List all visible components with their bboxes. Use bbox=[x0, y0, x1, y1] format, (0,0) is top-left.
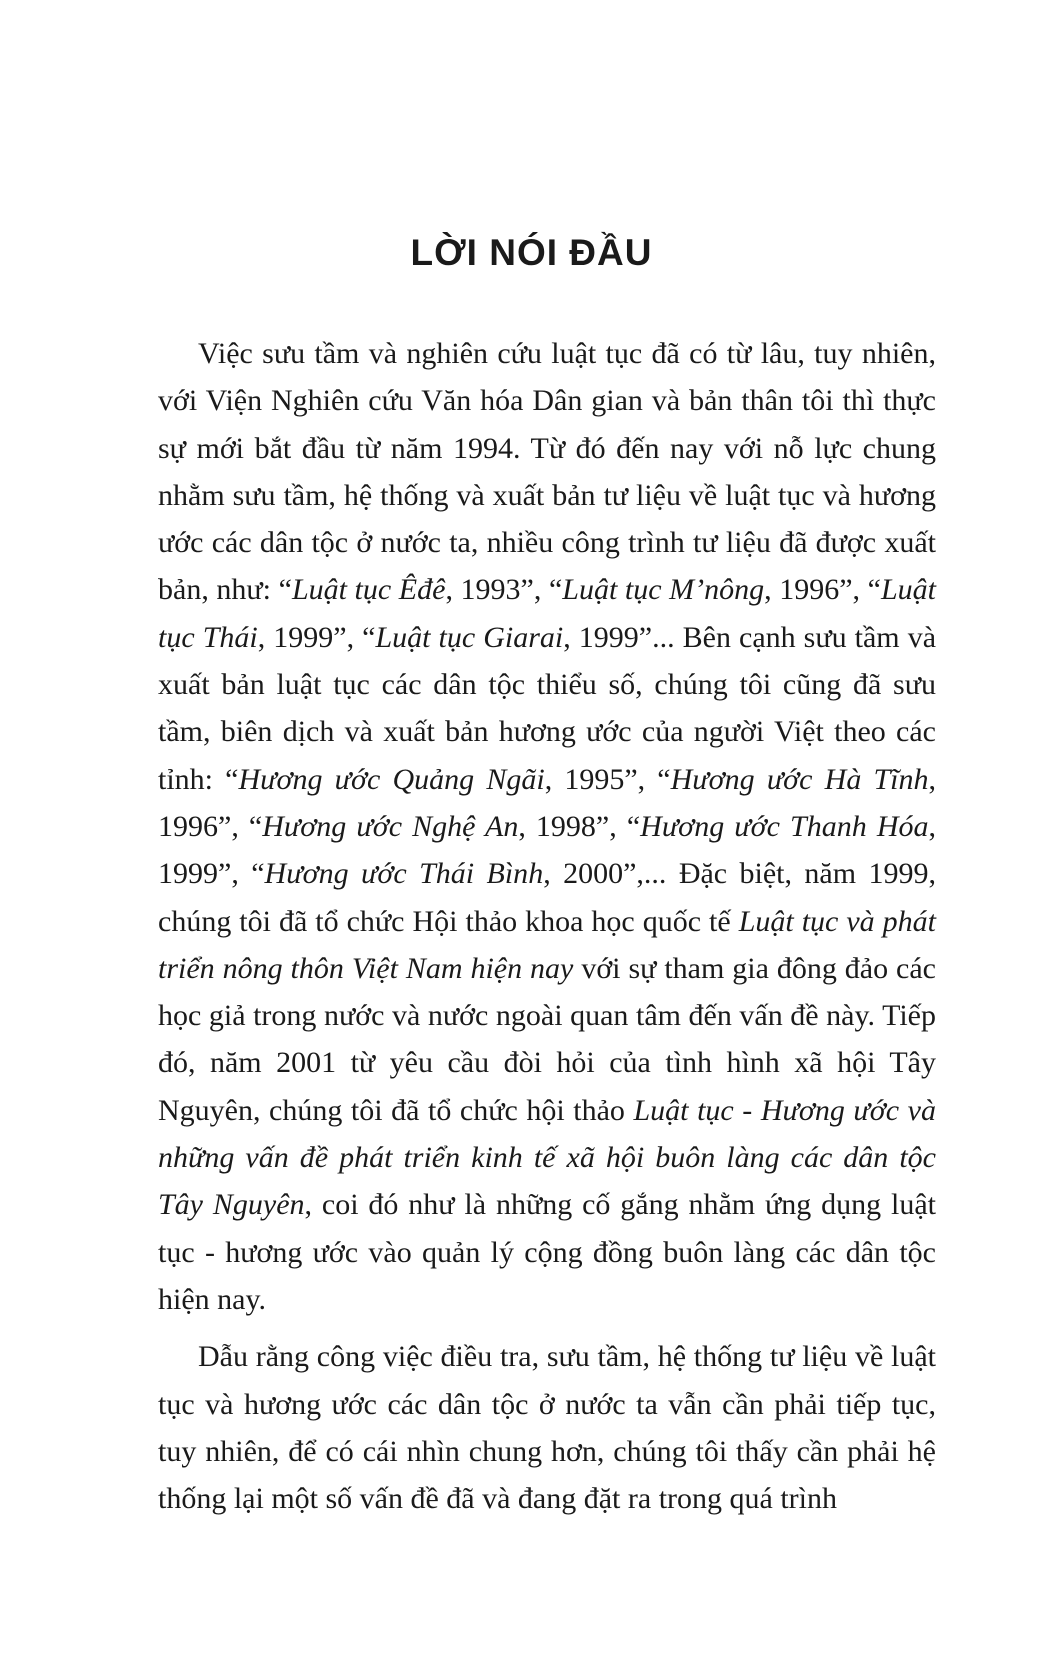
text-segment: Việc sưu tầm và nghiên cứu luật tục đã có từ lâu, tuy nhiên, với Viện Nghiên cứu Văn hóa Dân gian và bản thân tôi thì thực sự mới bắt đầu từ năm 1994. Từ đó đến nay với nỗ lực chung nhằm sưu tầm, hệ thống và xuất bản tư liệu về luật tục và hương ước các dân tộc ở nước ta, nhiều công trình tư liệu đã được xuất bản, như: “ bbox=[158, 337, 936, 607]
italic-segment: Hương ước Thái Bình bbox=[264, 857, 544, 891]
italic-segment: Hương ước Quảng Ngãi bbox=[238, 762, 545, 796]
body-text bbox=[158, 330, 936, 1522]
italic-segment: Luật tục Thái bbox=[158, 573, 936, 654]
text-segment: , 1998”, “ bbox=[518, 809, 641, 843]
italic-segment: Luật tục Giarai bbox=[375, 620, 564, 654]
text-segment: , 1996”, “ bbox=[158, 762, 936, 843]
text-segment: , 1993”, “ bbox=[445, 573, 563, 607]
italic-segment: Hương ước Nghệ An bbox=[262, 809, 519, 843]
text-segment: Dẫu rằng công việc điều tra, sưu tầm, hệ thống tư liệu về luật tục và hương ước các dân tộc ở nước ta vẫn cần phải tiếp tục, tuy nhiên, để có cái nhìn chung hơn, chúng tôi thấy cần phải hệ thống lại một số vấn đề đã và đang đặt ra trong quá trình bbox=[158, 1340, 936, 1516]
text-segment: , 1999”, “ bbox=[257, 620, 376, 654]
text-segment: , 1995”, “ bbox=[544, 762, 671, 796]
italic-segment: Luật tục và phát triển nông thôn Việt Nam hiện nay bbox=[158, 904, 936, 985]
chapter-title: LỜI NÓI ĐẦU bbox=[410, 232, 653, 273]
paragraph-2 bbox=[158, 1333, 936, 1522]
italic-segment: Hương ước Hà Tĩnh bbox=[670, 762, 929, 796]
italic-segment: Luật tục - Hương ước và những vấn đề phát triển kinh tế xã hội buôn làng các dân tộc Tây Nguyên bbox=[158, 1093, 936, 1222]
text-segment: , 1999”, “ bbox=[158, 809, 936, 891]
italic-segment: Luật tục Êđê bbox=[291, 573, 446, 607]
paragraph-1 bbox=[158, 330, 936, 1323]
italic-segment: Luật tục M’nông bbox=[562, 573, 765, 607]
text-segment: , coi đó như là những cố gắng nhằm ứng dụng luật tục - hương ước vào quản lý cộng đồng buôn làng các dân tộc hiện nay. bbox=[158, 1188, 936, 1316]
text-segment: , 2000”,... Đặc biệt, năm 1999, chúng tôi đã tổ chức Hội thảo khoa học quốc tế bbox=[158, 857, 936, 938]
italic-segment: Hương ước Thanh Hóa bbox=[640, 809, 929, 843]
text-segment: với sự tham gia đông đảo các học giả trong nước và nước ngoài quan tâm đến vấn đề này. Tiếp đó, năm 2001 từ yêu cầu đòi hỏi của tình hình xã hội Tây Nguyên, chúng tôi đã tổ chức hội thảo bbox=[158, 951, 936, 1127]
text-segment: , 1996”, “ bbox=[764, 573, 881, 607]
text-segment: , 1999”... Bên cạnh sưu tầm và xuất bản luật tục các dân tộc thiểu số, chúng tôi cũng đã sưu tầm, biên dịch và xuất bản hương ước của người Việt theo các tỉnh: “ bbox=[158, 620, 937, 796]
